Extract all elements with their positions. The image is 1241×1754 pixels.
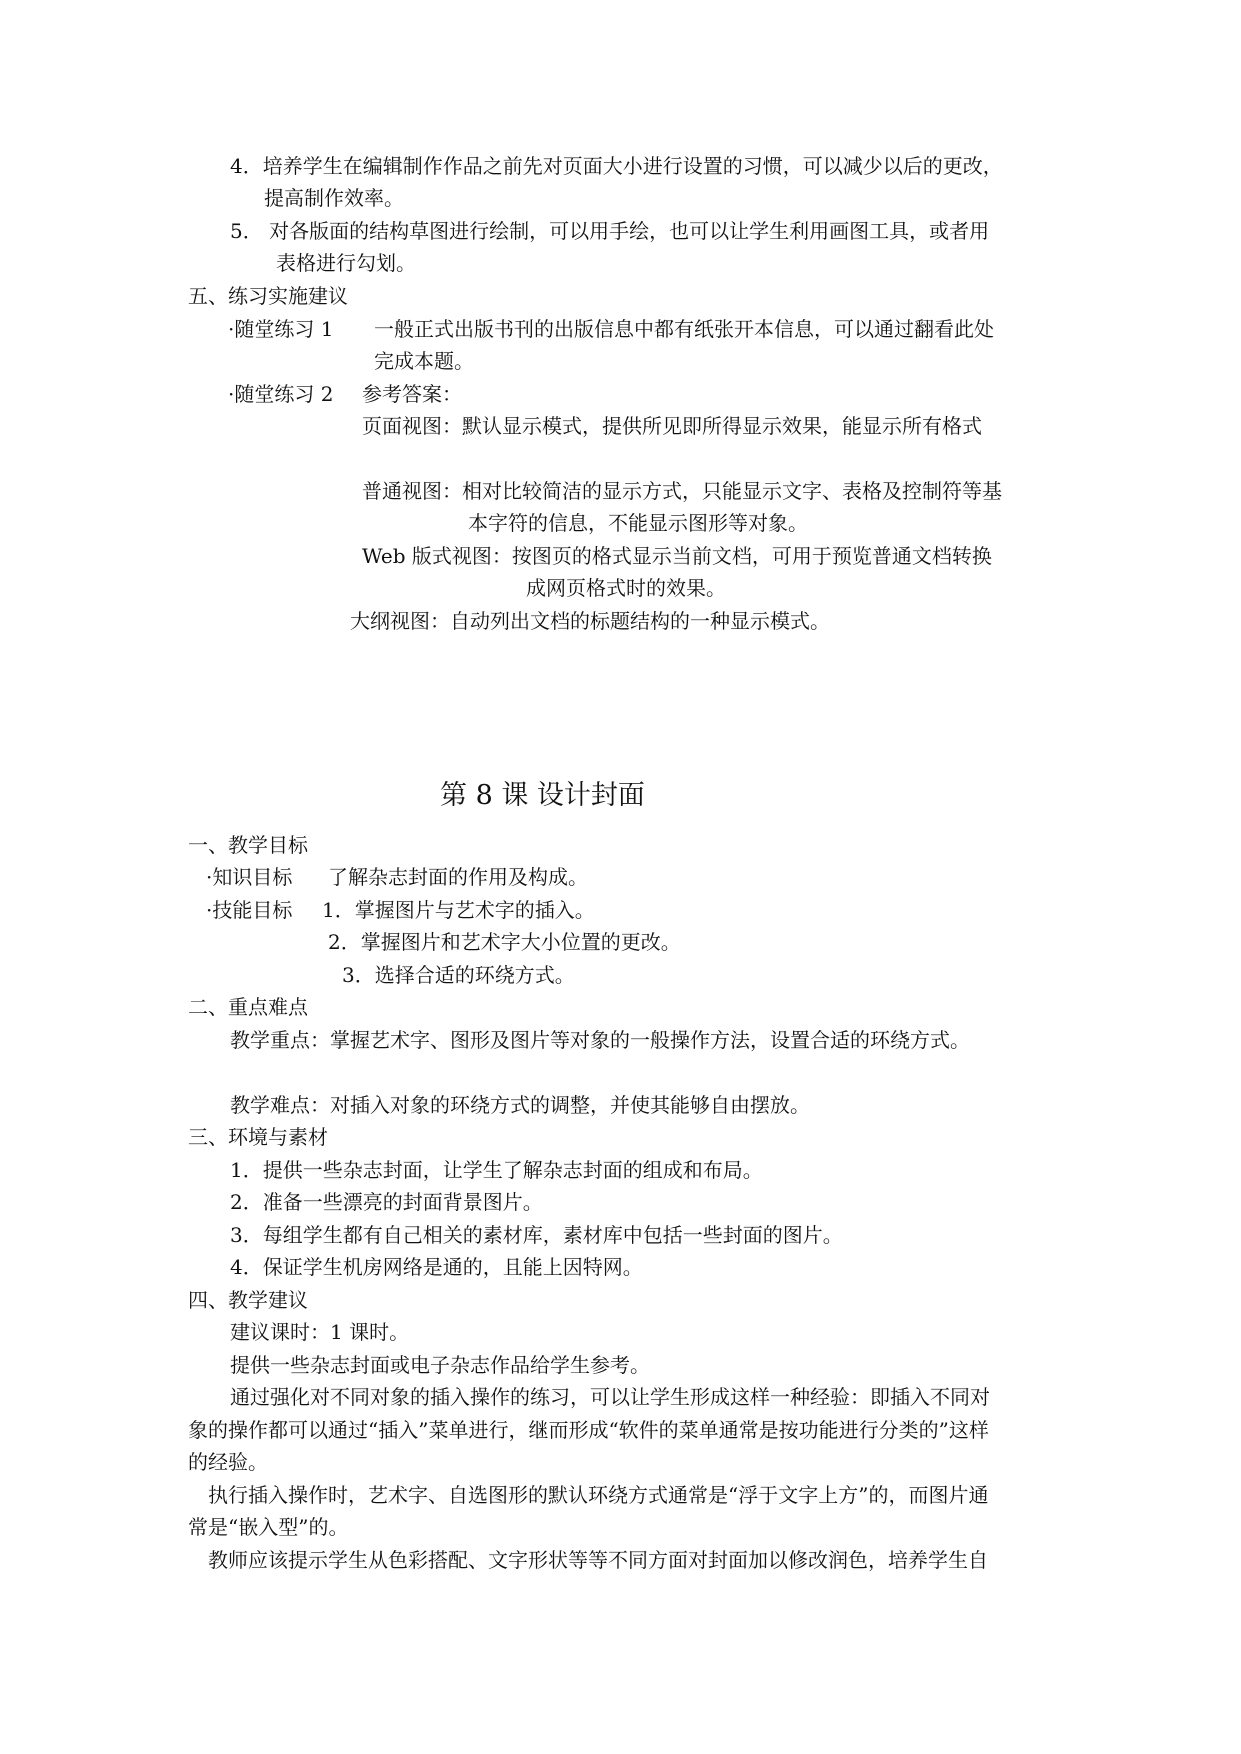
paragraph2-line1: 执行插入操作时，艺术字、自选图形的默认环绕方式通常是“浮于文字上方”的，而图片通 [208, 1483, 989, 1507]
section2-heading: 二、重点难点 [188, 995, 308, 1019]
knowledge-goal-text: 了解杂志封面的作用及构成。 [328, 865, 588, 889]
suggested-provide: 提供一些杂志封面或电子杂志作品给学生参考。 [230, 1353, 650, 1377]
item4-line2: 提高制作效率。 [264, 186, 404, 210]
exercise2-answer-label: 参考答案： [362, 382, 462, 406]
web-view-line1: Web 版式视图：按图页的格式显示当前文档，可用于预览普通文档转换 [362, 544, 992, 568]
exercise1-text-line2: 完成本题。 [374, 349, 474, 373]
skill-goal-item2: 2．掌握图片和艺术字大小位置的更改。 [328, 930, 681, 954]
item5-line2: 表格进行勾划。 [276, 251, 416, 275]
difficult-point-text: 教学难点：对插入对象的环绕方式的调整，并使其能够自由摆放。 [230, 1093, 810, 1117]
item5-line1: 5． 对各版面的结构草图进行绘制，可以用手绘，也可以让学生利用画图工具，或者用 [230, 219, 990, 243]
exercise2-label: ·随堂练习 2 [228, 382, 334, 406]
section3-heading: 三、环境与素材 [188, 1125, 328, 1149]
item4-line1: 4．培养学生在编辑制作作品之前先对页面大小进行设置的习惯，可以减少以后的更改， [230, 154, 1003, 178]
section5-heading: 五、练习实施建议 [188, 284, 348, 308]
paragraph1-line1: 通过强化对不同对象的插入操作的练习，可以让学生形成这样一种经验：即插入不同对 [230, 1385, 990, 1409]
web-view-line2: 成网页格式时的效果。 [526, 576, 726, 600]
paragraph2-line2: 常是“嵌入型”的。 [188, 1515, 349, 1539]
page-view-text: 页面视图：默认显示模式，提供所见即所得显示效果，能显示所有格式 [362, 414, 982, 438]
environment-item1: 1．提供一些杂志封面，让学生了解杂志封面的组成和布局。 [230, 1158, 763, 1182]
lesson-title: 第 8 课 设计封面 [440, 780, 645, 811]
key-point-text: 教学重点：掌握艺术字、图形及图片等对象的一般操作方法，设置合适的环绕方式。 [230, 1028, 970, 1052]
paragraph3-line1: 教师应该提示学生从色彩搭配、文字形状等等不同方面对封面加以修改润色，培养学生自 [208, 1548, 988, 1572]
suggested-hours: 建议课时：1 课时。 [230, 1320, 410, 1344]
section1-heading: 一、教学目标 [188, 833, 308, 857]
environment-item2: 2．准备一些漂亮的封面背景图片。 [230, 1190, 543, 1214]
normal-view-line1: 普通视图：相对比较简洁的显示方式，只能显示文字、表格及控制符等基 [362, 479, 1002, 503]
section4-heading: 四、教学建议 [188, 1288, 308, 1312]
paragraph1-line3: 的经验。 [188, 1450, 268, 1474]
environment-item3: 3．每组学生都有自己相关的素材库，素材库中包括一些封面的图片。 [230, 1223, 843, 1247]
exercise1-text-line1: 一般正式出版书刊的出版信息中都有纸张开本信息，可以通过翻看此处 [374, 317, 994, 341]
outline-view-text: 大纲视图：自动列出文档的标题结构的一种显示模式。 [350, 609, 830, 633]
paragraph1-line2: 象的操作都可以通过“插入”菜单进行，继而形成“软件的菜单通常是按功能进行分类的”这样 [188, 1418, 989, 1442]
skill-goal-item3: 3．选择合适的环绕方式。 [342, 963, 575, 987]
exercise1-label: ·随堂练习 1 [228, 317, 334, 341]
knowledge-goal-label: ·知识目标 [206, 865, 293, 889]
skill-goal-item1: 1．掌握图片与艺术字的插入。 [322, 898, 595, 922]
normal-view-line2: 本字符的信息，不能显示图形等对象。 [468, 511, 808, 535]
environment-item4: 4．保证学生机房网络是通的，且能上因特网。 [230, 1255, 643, 1279]
skill-goal-label: ·技能目标 [206, 898, 293, 922]
